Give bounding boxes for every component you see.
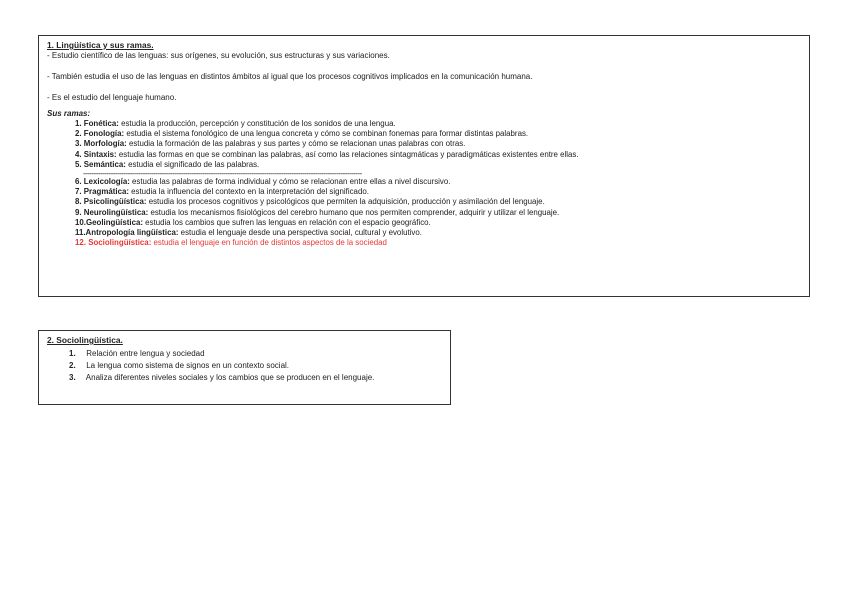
definition-paragraph-3: - Es el estudio del lenguaje humano. — [47, 93, 177, 102]
branches-list — [47, 119, 801, 170]
list-item — [75, 187, 801, 197]
branch-description: estudia las formas en que se combinan las palabras, así como las relaciones sintagmáticas y paradigmáticas existentes entre ellas. — [116, 149, 579, 159]
item-number: 11. — [75, 228, 86, 238]
item-number: 2. — [75, 129, 82, 139]
branch-description: estudia la producción, percepción y constitución de los sonidos de una lengua. — [118, 119, 396, 128]
branch-term: Pragmática: — [83, 187, 129, 197]
list-item — [75, 139, 801, 149]
list-item — [69, 372, 442, 384]
branch-term: Morfología: — [83, 139, 127, 149]
item-text: Relación entre lengua y sociedad — [86, 349, 205, 358]
list-item — [75, 129, 801, 139]
list-item — [75, 150, 801, 160]
item-number: 2. — [69, 361, 76, 370]
branch-description: estudia los mecanismos fisiológicos del cerebro humano que nos permiten comprender, adquirir y utilizar el lenguaje. — [148, 207, 560, 217]
definition-paragraph-1: - Estudio científico de las lenguas: sus orígenes, su evolución, sus estructuras y sus variaciones. — [47, 51, 390, 60]
linguistics-section — [38, 35, 810, 297]
sociolinguistics-list — [47, 348, 442, 384]
item-number: 6. — [75, 177, 82, 187]
item-number: 9. — [75, 207, 82, 217]
branch-term: Antropología lingüística: — [85, 228, 179, 238]
item-number: 4. — [75, 149, 82, 159]
branch-term: Sintaxis: — [83, 149, 117, 159]
section1-title: 1. Lingüística y sus ramas. — [47, 40, 154, 50]
branch-term: Fonología: — [83, 129, 125, 139]
branch-term: Psicolingüística: — [83, 197, 147, 207]
list-item — [75, 197, 801, 207]
item-text: Analiza diferentes niveles sociales y los cambios que se producen en el lenguaje. — [85, 373, 375, 382]
list-item — [75, 208, 801, 218]
list-item — [69, 348, 442, 360]
branch-term: Sociolingüística: — [88, 238, 152, 248]
list-item — [75, 177, 801, 187]
branches-list-secondary — [47, 177, 801, 248]
item-number: 3. — [69, 373, 76, 382]
definition-paragraph-2: - También estudia el uso de las lenguas en distintos ámbitos al igual que los procesos cognitivos implicados en la comunicación humana. — [47, 72, 533, 81]
list-item — [75, 160, 801, 170]
sociolinguistics-section — [38, 330, 451, 405]
item-number: 7. — [75, 187, 82, 197]
branch-description: estudia la influencia del contexto en la interpretación del significado. — [128, 187, 369, 197]
list-item-highlighted — [75, 238, 801, 248]
list-item — [75, 228, 801, 238]
section2-title: 2. Sociolingüística. — [47, 335, 123, 345]
item-number: 5. — [75, 159, 82, 169]
dashed-separator: ----------------------------------------------------------------------------------------------------------------------------------- — [83, 170, 362, 178]
branch-description: estudia la formación de las palabras y sus partes y cómo se relacionan unas palabras con otras. — [126, 139, 466, 149]
branch-description: estudia el sistema fonológico de una lengua concreta y cómo se combinan fonemas para formar distintas palabras. — [124, 129, 529, 139]
item-number: 10. — [75, 217, 86, 227]
item-number: 3. — [75, 139, 82, 149]
branch-term: Fonética: — [83, 119, 119, 128]
branch-description: estudia los procesos cognitivos y psicológicos que permiten la adquisición, producción y asimilación del lenguaje. — [146, 197, 545, 207]
item-number: 12. — [75, 238, 86, 248]
branch-term: Geolingüística: — [85, 217, 143, 227]
branch-term: Semántica: — [83, 159, 126, 169]
list-item — [75, 119, 801, 129]
branch-description: estudia el lenguaje desde una perspectiva social, cultural y evolutivo. — [178, 228, 422, 238]
branch-description: estudia los cambios que sufren las lenguas en relación con el espacio geográfico. — [142, 217, 431, 227]
item-number: 8. — [75, 197, 82, 207]
branch-description: estudia las palabras de forma individual y cómo se relacionan entre ellas a nivel discursivo. — [129, 177, 451, 187]
item-text: La lengua como sistema de signos en un contexto social. — [86, 361, 290, 370]
branch-term: Lexicología: — [83, 177, 130, 187]
branch-term: Neurolingüística: — [83, 207, 149, 217]
branch-description: estudia el significado de las palabras. — [125, 159, 260, 169]
branch-description: estudia el lenguaje en función de distintos aspectos de la sociedad — [151, 238, 387, 248]
item-number: 1. — [69, 349, 76, 358]
branches-subheading: Sus ramas: — [47, 109, 91, 118]
item-number: 1. — [75, 119, 82, 128]
list-item — [75, 218, 801, 228]
list-item — [69, 360, 442, 372]
